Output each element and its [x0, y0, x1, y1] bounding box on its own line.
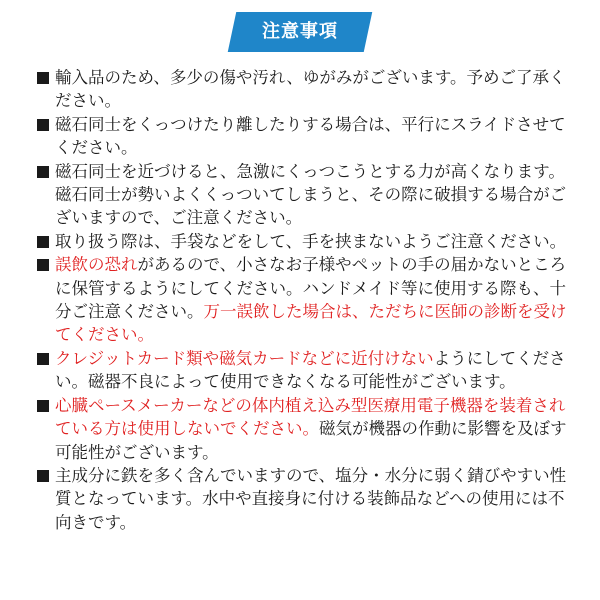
note-warning-text: クレジットカード類や磁気カードなどに近付けない: [55, 348, 434, 368]
note-item: [37, 160, 567, 230]
note-item: [37, 464, 567, 534]
note-warning-text: 心臓ペースメーカーなどの体内植え込み型医療用電子機器を装着されている方は使用しないでください。: [55, 395, 566, 439]
black-square-icon: [37, 119, 49, 131]
note-text: 磁気が機器の作動に影響を及ぼす可能性がございます。: [55, 419, 567, 462]
note-text: 磁石同士をくっつけたり離したりする場合は、平行にスライドさせてください。: [55, 114, 566, 158]
note-text: 主成分に鉄を多く含んでいますので、塩分・水分に弱く錆びやすい性質となっています。水中や直接身に付ける装飾品などへの使用には不向きです。: [55, 465, 567, 532]
note-warning-text: 万一誤飲した場合は、ただちに医師の診断を受けてください。: [55, 302, 567, 345]
note-text: ようにしてください。磁器不良によって使用できなくなる可能性がございます。: [55, 348, 566, 392]
note-item: [37, 347, 567, 394]
notes-list: [37, 66, 567, 534]
note-item: [37, 230, 567, 253]
note-item: [37, 394, 567, 464]
black-square-icon: [37, 470, 49, 482]
note-item: [37, 113, 567, 160]
note-text: があるので、小さなお子様やペットの手の届かないところに保管するようにしてください。ハンドメイド等に使用する際も、十分ご注意ください。: [55, 255, 567, 322]
note-text: 磁石同士を近づけると、急激にくっつこうとする力が高くなります。磁石同士が勢いよくくっついてしまうと、その際に破損する場合がございますので、ご注意ください。: [55, 161, 567, 228]
black-square-icon: [37, 236, 49, 248]
black-square-icon: [37, 353, 49, 365]
note-warning-text: 誤飲の恐れ: [55, 255, 138, 275]
note-item: [37, 66, 567, 113]
note-text: 輸入品のため、多少の傷や汚れ、ゆがみがございます。予めご了承ください。: [55, 68, 566, 111]
black-square-icon: [37, 259, 49, 271]
page-title: 注意事項: [262, 21, 338, 42]
note-text: 取り扱う際は、手袋などをして、手を挟まないようご注意ください。: [55, 231, 567, 251]
black-square-icon: [37, 72, 49, 84]
note-item: [37, 253, 567, 347]
black-square-icon: [37, 400, 49, 412]
black-square-icon: [37, 166, 49, 178]
